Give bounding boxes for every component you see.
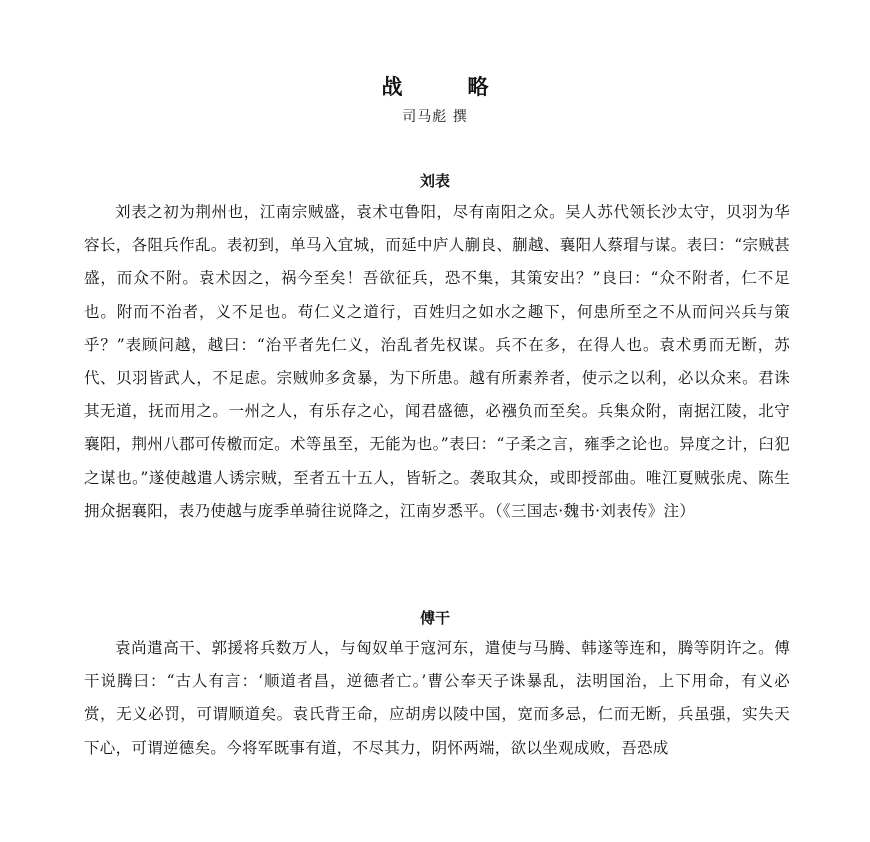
section-heading-fu-gan: 傅干 [419,609,450,627]
section-heading-liu-biao: 刘表 [419,172,450,190]
document-title: 战 略 [381,74,511,99]
author-line: 司马彪 撰 [402,109,468,125]
section-paragraph-liu-biao: 刘表之初为荆州也，江南宗贼盛，袁术屯鲁阳，尽有南阳之众。吴人苏代领长沙太守，贝羽为华容长，各阻兵作乱。表初到，单马入宜城，而延中庐人蒯良、蒯越、襄阳人蔡瑁与谋。表曰：“宗贼甚盛，而众不附。袁术因之，祸今至矣！吾欲征兵，恐不集，其策安出？”良曰：“众不附者，仁不足也。附而不治者，义不足也。苟仁义之道行，百姓归之如水之趣下，何患所至之不从而问兴兵与策乎？”表顾问越，越曰：“治平者先仁义，治乱者先权谋。兵不在多，在得人也。袁术勇而无断，苏代、贝羽皆武人，不足虑。宗贼帅多贪暴，为下所患。越有所素养者，使示之以利，必以众来。君诛其无道，抚而用之。一州之人，有乐存之心，闻君盛德，必襁负而至矣。兵集众附，南据江陵，北守襄阳，荆州八郡可传檄而定。术等虽至，无能为也。”表曰：“子柔之言，雍季之论也。异度之计，臼犯之谋也。”遂使越遣人诱宗贼，至者五十五人，皆斩之。袭取其众，或即授部曲。唯江夏贼张虎、陈生拥众据襄阳，表乃使越与庞季单骑往说降之，江南岁悉平。（《三国志·魏书·刘表传》注） [84,203,790,520]
section-paragraph-fu-gan: 袁尚遣高干、郭援将兵数万人，与匈奴单于寇河东，遣使与马腾、韩遂等连和，腾等阴许之。傅干说腾曰：“古人有言：‘顺道者昌，逆德者亡。’曹公奉天子诛暴乱，法明国治，上下用命，有义必赏，无义必罚，可谓顺道矣。袁氏背王命，应胡虏以陵中国，宽而多忌，仁而无断，兵虽强，实失天下心，可谓逆德矣。今将军既事有道，不尽其力，阴怀两端，欲以坐观成败，吾恐成 [84,639,790,757]
